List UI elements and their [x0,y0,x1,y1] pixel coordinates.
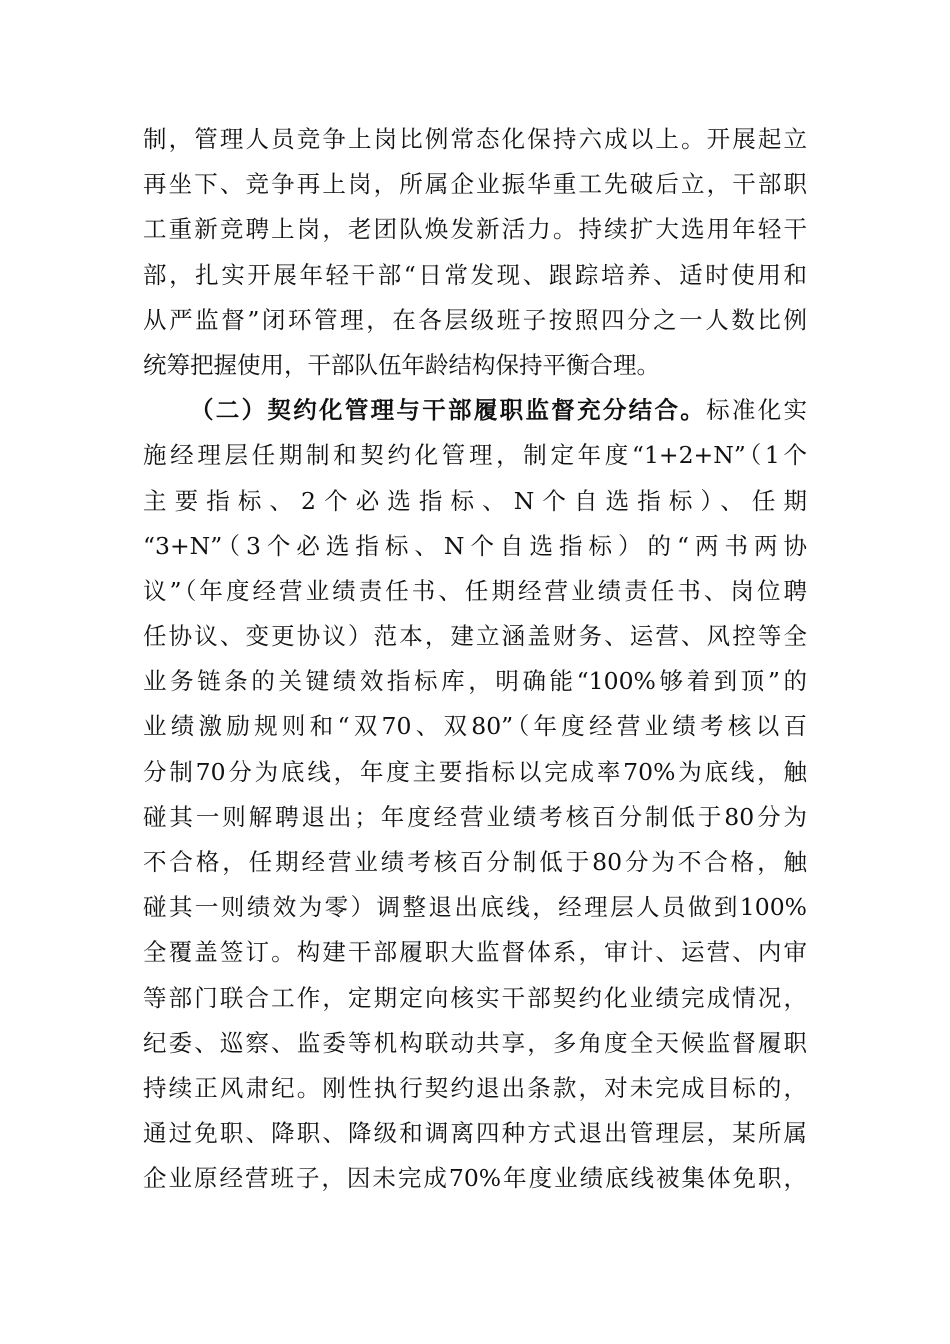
text-line: 不合格，任期经营业绩考核百分制低于80分为不合格，触 [143,848,807,876]
text-line: 工重新竞聘上岗，老团队焕发新活力。持续扩大选用年轻干 [143,215,807,244]
paragraph-1 [143,117,807,388]
text-line: 纪委、巡察、监委等机构联动共享，多角度全天候监督履职 [143,1028,807,1057]
text-line: 企业原经营班子，因未完成70%年度业绩底线被集体免职， [143,1164,807,1193]
text-line: 碰其一则绩效为零）调整退出底线，经理层人员做到100% [143,893,807,922]
text-line: 通过免职、降职、降级和调离四种方式退出管理层，某所属 [143,1119,807,1148]
text-line: “3+N”（3个必选指标、N个自选指标）的“两书两协 [143,531,807,560]
text-line: 任协议、变更协议）范本，建立涵盖财务、运营、风控等全 [143,622,807,651]
text-line: 业务链条的关键绩效指标库，明确能“100%够着到顶”的 [143,667,807,696]
text-line: 碰其一则解聘退出；年度经营业绩考核百分制低于80分为 [143,802,807,831]
text-line: 持续正风肃纪。刚性执行契约退出条款，对未完成目标的， [143,1073,807,1102]
text-line: 分制70分为底线，年度主要指标以完成率70%为底线，触 [143,757,807,786]
text-line: 议”（年度经营业绩责任书、任期经营业绩责任书、岗位聘 [143,576,807,605]
section-heading: （二）契约化管理与干部履职监督充分结合。 [190,396,707,425]
text-line: 业绩激励规则和“双70、双80”（年度经营业绩考核以百 [143,712,807,741]
text-line: 部，扎实开展年轻干部“日常发现、跟踪培养、适时使用和 [143,260,807,289]
text-line: 全覆盖签订。构建干部履职大监督体系，审计、运营、内审 [143,938,807,967]
text-line: 统筹把握使用，干部队伍年龄结构保持平衡合理。 [143,350,660,379]
text-line: 制，管理人员竞争上岗比例常态化保持六成以上。开展起立 [143,125,807,153]
text-fragment: 标准化实 [706,396,808,425]
text-line: 从严监督”闭环管理，在各层级班子按照四分之一人数比例 [143,305,807,334]
text-line [143,388,807,433]
document-body [143,117,807,1202]
text-line: 施经理层任期制和契约化管理，制定年度“1+2+N”（1个 [143,441,807,470]
text-line: 等部门联合工作，定期定向核实干部契约化业绩完成情况， [143,983,807,1012]
paragraph-2 [143,388,807,1201]
text-line: 再坐下、竞争再上岗，所属企业振华重工先破后立，干部职 [143,170,807,199]
text-line: 主要指标、2个必选指标、N个自选指标）、任期 [143,486,807,515]
